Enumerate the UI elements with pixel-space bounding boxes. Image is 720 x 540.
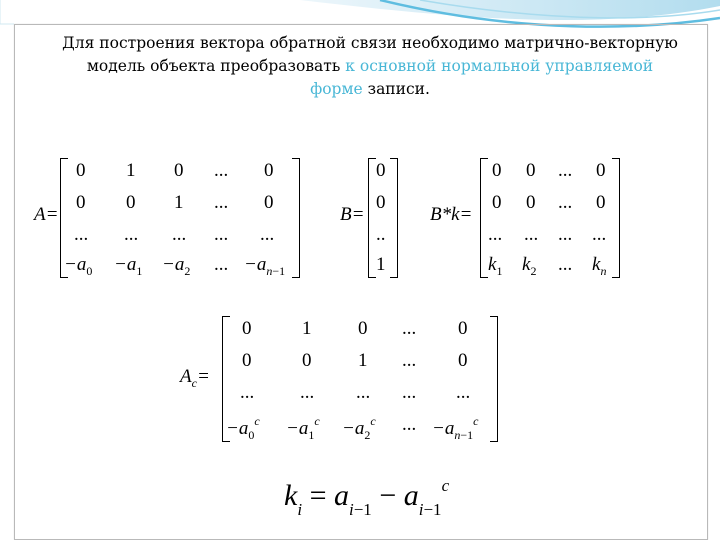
matrix-bk-bracket-right [612,158,620,278]
matrix-ac-cell: 0 [242,350,252,371]
matrix-a-cell: 0 [174,160,184,181]
matrix-ac-cell: ... [240,382,255,403]
matrix-a-cell: 1 [174,192,184,213]
matrix-b-bracket-left [368,158,376,278]
matrix-a-cell: ... [214,192,229,213]
matrix-a-bracket-right [292,158,300,278]
matrix-a-cell: ... [214,254,229,275]
matrix-a-cell: $-a_{n-1}$ [244,254,286,278]
matrix-ac-cell: ... [402,382,417,403]
feedback-formula: $k_i = a_{i-1} - a_{i-1}^c$ [284,476,450,519]
matrix-b-bracket-right [390,158,398,278]
matrix-a-cell: $-a_2$ [162,254,191,278]
matrix-a-cell: 0 [76,192,86,213]
matrix-bk-cell: ... [558,254,573,275]
matrix-ac-cell: 0 [458,350,468,371]
matrix-ac-cell: $-a_1^c$ [286,414,320,442]
slide-title [60,32,680,101]
matrix-bk-bracket-left [480,158,488,278]
matrix-bk-cell: $k_n$ [592,254,607,278]
matrix-bk-cell: 0 [596,160,606,181]
matrix-a-cell: 0 [264,160,274,181]
matrix-ac-cell: $-a_0^c$ [226,414,260,442]
matrix-a-cell: 0 [76,160,86,181]
matrix-ac-cell: 0 [458,318,468,339]
matrix-bk-cell: 0 [492,192,502,213]
matrix-ac-bracket-right [490,316,498,442]
matrix-ac-cell: 0 [242,318,252,339]
matrix-bk-cell: 0 [492,160,502,181]
matrix-bk-label: B*k= [430,204,473,225]
matrix-ac-cell: 0 [302,350,312,371]
matrix-bk-cell: ... [558,224,573,245]
title-text-part1: Для построения вектора обратной связи необходимо матрично-векторную модель объекта преобразовать [62,34,678,75]
matrix-a-cell: ... [214,224,229,245]
matrix-a-label: A= [34,204,59,225]
matrix-bk-cell: ... [558,160,573,181]
matrix-a-cell: ... [260,224,275,245]
matrix-a-cell: 0 [126,192,136,213]
matrix-a-cell: ... [214,160,229,181]
matrix-ac-cell: ... [402,318,417,339]
matrix-a-cell: $-a_1$ [114,254,143,278]
matrix-ac-cell: ... [402,414,417,435]
matrix-bk-cell: ... [488,224,503,245]
matrix-b-cell: .. [376,224,386,245]
matrix-ac-cell: ... [402,350,417,371]
matrix-ac-cell: 1 [302,318,312,339]
matrix-bk-cell: ... [558,192,573,213]
title-text-part2: записи. [362,80,430,98]
matrix-ac-cell: $-a_2^c$ [342,414,376,442]
matrix-a-cell: ... [124,224,139,245]
matrix-ac-cell: ... [300,382,315,403]
title-highlight: к основной нормальной управляемой форме [310,57,654,98]
matrix-a-cell: ... [172,224,187,245]
matrix-b-label: B= [340,204,365,225]
matrix-bk-cell: $k_1$ [488,254,503,278]
matrix-ac-cell: ... [456,382,471,403]
matrix-ac-label: $A_c=$ [180,366,210,390]
matrix-bk-cell: ... [524,224,539,245]
matrix-bk-cell: $k_2$ [522,254,537,278]
matrix-ac-cell: $-a_{n-1}^c$ [432,414,479,442]
matrix-bk-cell: ... [592,224,607,245]
matrix-bk-cell: 0 [526,160,536,181]
matrix-bk-cell: 0 [526,192,536,213]
matrix-a-cell: ... [74,224,89,245]
slide-frame [14,24,708,540]
matrix-a-cell: 0 [264,192,274,213]
matrix-a-cell: $-a_0$ [64,254,93,278]
matrix-a-cell: 1 [126,160,136,181]
matrix-ac-cell: ... [356,382,371,403]
matrix-ac-cell: 1 [358,350,368,371]
matrix-b-cell: 0 [376,192,386,213]
matrix-ac-cell: 0 [358,318,368,339]
matrix-b-cell: 1 [376,254,386,275]
matrix-bk-cell: 0 [596,192,606,213]
matrix-b-cell: 0 [376,160,386,181]
